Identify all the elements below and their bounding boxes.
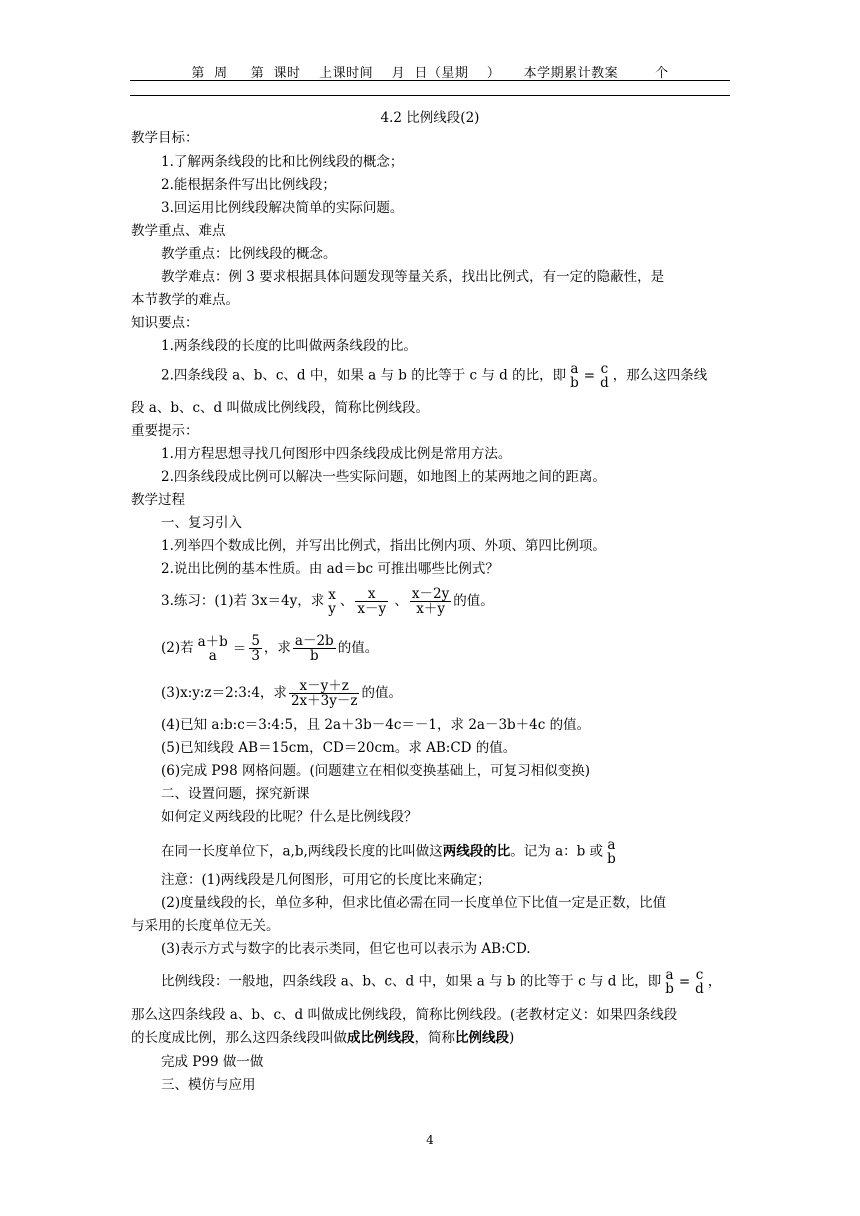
key-point: 教学重点：比例线段的概念。 [161, 246, 337, 262]
fraction-a-over-b: a b [570, 361, 579, 391]
note-3: (3)表示方式与数字的比表示类同，但它也可以表示为 AB:CD. [161, 941, 531, 957]
proportion-line-3-suffix: ) [509, 1030, 515, 1046]
note-2: (2)度量线段的长，单位多种，但求比值必需在同一长度单位下比值一定是正数，比值 [161, 895, 667, 911]
equals-sign: = [583, 368, 596, 384]
proportion-line-3 [131, 1028, 514, 1048]
goals-heading: 教学目标： [131, 130, 199, 146]
note-2-continued: 与采用的长度单位无关。 [131, 918, 280, 934]
knowledge-2 [161, 362, 707, 390]
note-1: 注意：(1)两线段是几何图形，可用它的长度比来确定； [161, 872, 491, 888]
review-5-suffix: 的值。 [361, 685, 402, 701]
page-header: 第 周 第 课时 上课时间 月 日（星期 ） 本学期累计教案 个 [191, 66, 669, 81]
review-3 [161, 587, 494, 616]
review-4-text: (2)若 [161, 640, 194, 656]
review-3-suffix: 的值。 [453, 593, 494, 609]
fraction-5-over-3: $\frac{5}{3}$ [251, 633, 260, 664]
goal-3: 3.回运用比例线段解决简单的实际问题。 [161, 200, 404, 216]
knowledge-2-text-post: ，那么这四条线 [612, 367, 708, 384]
fraction-xyz: $\frac{x-y+z}{2x+3y-z}$ [290, 678, 358, 709]
question-1: 如何定义两线段的比呢？什么是比例线段？ [161, 809, 418, 825]
review-5-text: (3)x:y:z＝2:3:4，求 [161, 685, 287, 701]
lesson-title: 4.2 比例线段(2) [380, 110, 480, 126]
fraction-a-over-b: a b [607, 837, 616, 867]
definition-suffix: 。记为 a：b 或 [510, 843, 604, 860]
fraction-x-over-y: x y [328, 586, 336, 617]
review-1: 1.列举四个数成比例，并写出比例式，指出比例内项、外项、第四比例项。 [161, 538, 606, 554]
separator: 、 [339, 593, 354, 609]
section-3-heading: 三、模仿与应用 [161, 1077, 256, 1093]
difficulty-line-1: 教学难点：例 3 要求根据具体问题发现等量关系，找出比例式，有一定的隐蔽性，是 [161, 269, 665, 285]
page-number: 4 [426, 1133, 434, 1147]
review-4-suffix: 的值。 [337, 640, 379, 656]
separator: 、 [390, 593, 408, 609]
review-8: (6)完成 P98 网格问题。(问题建立在相似变换基础上，可复习相似变换) [161, 763, 590, 779]
section-1-heading: 一、复习引入 [161, 515, 242, 531]
difficulty-line-2: 本节教学的难点。 [131, 292, 239, 308]
key-heading: 教学重点、难点 [131, 223, 226, 239]
review-5 [161, 679, 402, 708]
tip-2: 2.四条线段成比例可以解决一些实际问题，如地图上的某两地之间的距离。 [161, 469, 606, 485]
definition-term: 两线段的比 [442, 843, 511, 860]
definition-line [161, 838, 620, 866]
equals-sign: ＝ [232, 640, 247, 657]
fraction-c-over-d: c d [600, 361, 609, 391]
definition-text: 在同一长度单位下，a,b,两线段长度的比叫做这 [161, 843, 443, 860]
goal-2: 2.能根据条件写出比例线段； [161, 177, 336, 193]
proportion-line-3-text: 的长度成比例，那么这四条线段叫做 [131, 1030, 347, 1046]
review-2: 2.说出比例的基本性质。由 ad＝bc 可推出哪些比例式？ [161, 561, 499, 577]
fraction-x-over-x-minus-y: $\frac{x}{x-y}$ [357, 586, 387, 617]
review-6: (4)已知 a:b:c＝3:4:5，且 2a＋3b－4c＝－1，求 2a－3b＋4c 的值。 [161, 717, 591, 733]
equals-sign: = [678, 974, 691, 990]
task-line: 完成 P99 做一做 [161, 1054, 264, 1070]
fraction-x-minus-2y-over-x-plus-y: $\frac{x-2y}{x+y}$ [411, 586, 450, 617]
term-proportion-segments: 比例线段 [455, 1030, 509, 1046]
fraction-c-over-d: c d [695, 967, 704, 997]
knowledge-1: 1.两条线段的长度的比叫做两条线段的比。 [161, 338, 417, 354]
fraction-a-plus-b-over-a: a＋b a [197, 633, 228, 664]
tip-1: 1.用方程思想寻找几何图形中四条线段成比例是常用方法。 [161, 446, 512, 462]
process-heading: 教学过程 [131, 492, 185, 508]
tips-heading: 重要提示： [131, 423, 199, 439]
goal-1: 1.了解两条线段的比和比例线段的概念； [161, 154, 404, 170]
review-7: (5)已知线段 AB＝15cm，CD＝20cm。求 AB:CD 的值。 [161, 740, 517, 756]
review-3-text: 3.练习：(1)若 3x＝4y，求 [161, 593, 325, 609]
review-4-mid: ，求 [263, 640, 291, 656]
proportion-line-3-mid: ，简称 [414, 1030, 455, 1046]
proportion-definition [161, 968, 721, 996]
term-proportional-segments: 成比例线段 [347, 1030, 415, 1046]
proportion-text: 比例线段：一般地，四条线段 a、b、c、d 中，如果 a 与 b 的比等于 c 与 d 比，即 [161, 973, 662, 990]
fraction-a-over-b: a b [665, 967, 674, 997]
section-2-heading: 二、设置问题，探究新课 [161, 786, 310, 802]
knowledge-2-continued: 段 a、b、c、d 叫做成比例线段，简称比例线段。 [131, 400, 429, 416]
review-4 [161, 634, 378, 663]
knowledge-2-text-pre: 2.四条线段 a、b、c、d 中，如果 a 与 b 的比等于 c 与 d 的比，即 [161, 367, 567, 384]
knowledge-heading: 知识要点： [131, 315, 199, 331]
header-rule-top [130, 80, 730, 81]
header-rule-bottom [130, 95, 730, 96]
proportion-suffix: ， [707, 973, 722, 990]
fraction-a-minus-2b-over-b: $\frac{a-2b}{b}$ [294, 633, 334, 664]
proportion-line-2: 那么这四条线段 a、b、c、d 叫做成比例线段，简称比例线段。(老教材定义：如果四条线段 [131, 1007, 678, 1023]
